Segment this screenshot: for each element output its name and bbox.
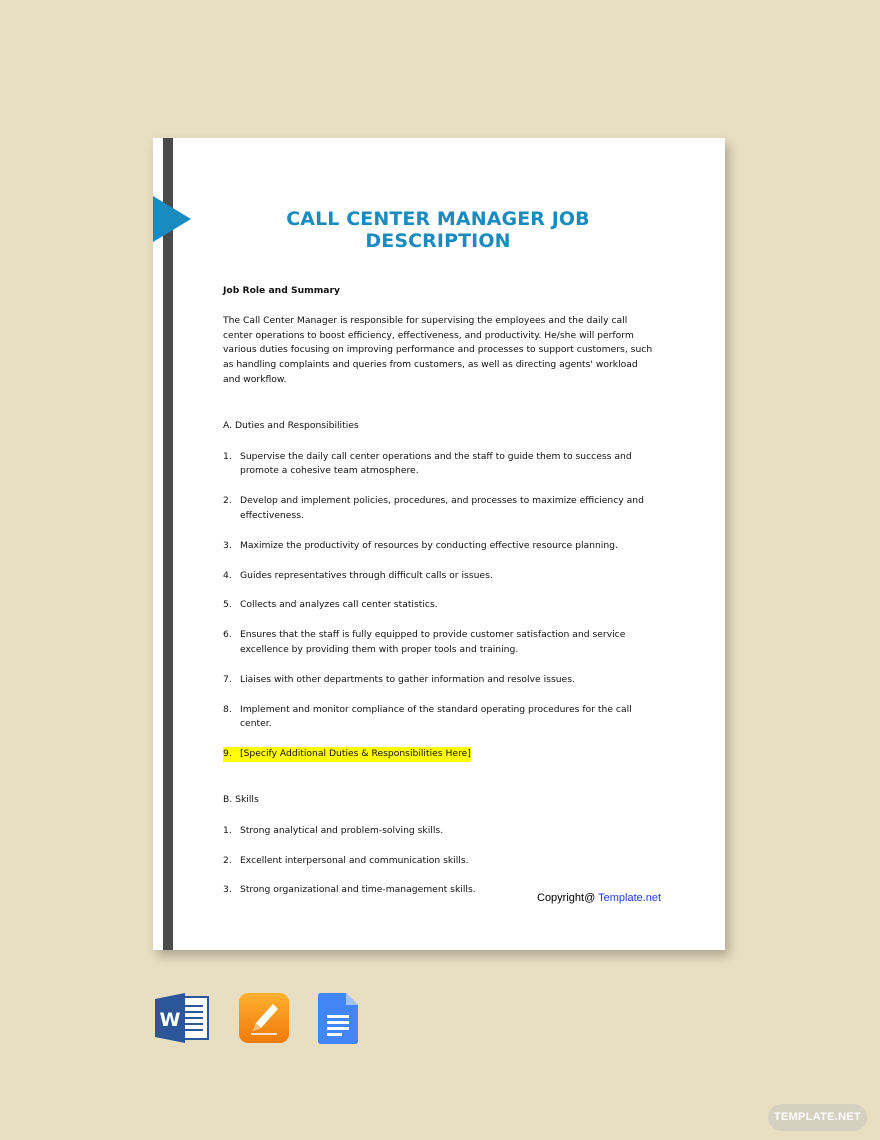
template-net-badge[interactable]: TEMPLATE.NET <box>768 1104 867 1131</box>
pages-icon[interactable] <box>239 993 289 1043</box>
document-title: CALL CENTER MANAGER JOB DESCRIPTION <box>286 208 590 252</box>
svg-text:W: W <box>159 1009 181 1031</box>
side-bar <box>163 138 173 950</box>
word-icon[interactable] <box>155 993 210 1043</box>
placeholder-list-item: 9. [Specify Additional Duties & Responsibilities Here] <box>223 747 655 762</box>
list-item: 1. Strong analytical and problem-solving skills. <box>223 824 444 836</box>
copyright: Copyright@ Template.net <box>537 892 662 904</box>
skills-list <box>223 824 655 898</box>
list-item: 5. Collects and analyzes call center statistics. <box>223 599 438 611</box>
duties-heading: A. Duties and Responsibilities <box>223 419 359 431</box>
play-arrow-icon <box>153 196 191 242</box>
list-item: 3. Strong organizational and time-management skills. <box>223 884 476 896</box>
document-content <box>223 284 655 913</box>
document-page <box>153 138 725 950</box>
duties-list <box>223 450 655 762</box>
list-item: 2. Develop and implement policies, procedures, and processes to maximize efficiency and effectiveness. <box>223 495 644 521</box>
copyright-link[interactable]: Template.net <box>598 892 662 904</box>
list-item: 6. Ensures that the staff is fully equipped to provide customer satisfaction and service excellence by providing them with proper tools and training. <box>223 629 626 655</box>
summary-text: The Call Center Manager is responsible for supervising the employees and the daily call center operations to boost efficiency, effectiveness, and productivity. He/she will perform various duties focusing on improving performance and processes to support customers, such as handling complaints and queries from customers, as well as directing agents' workload and workflow. <box>223 314 653 385</box>
list-item: 2. Excellent interpersonal and communication skills. <box>223 854 469 866</box>
list-item: 7. Liaises with other departments to gather information and resolve issues. <box>223 673 575 685</box>
list-item: 4. Guides representatives through difficult calls or issues. <box>223 569 493 581</box>
list-item: 8. Implement and monitor compliance of the standard operating procedures for the call center. <box>223 703 632 730</box>
list-item: 3. Maximize the productivity of resources by conducting effective resource planning. <box>223 539 618 551</box>
skills-heading: B. Skills <box>223 793 259 805</box>
google-docs-icon[interactable] <box>318 993 358 1044</box>
list-item: 1. Supervise the daily call center operations and the staff to guide them to success and promote a cohesive team atmosphere. <box>223 450 632 477</box>
role-heading: Job Role and Summary <box>223 285 341 296</box>
